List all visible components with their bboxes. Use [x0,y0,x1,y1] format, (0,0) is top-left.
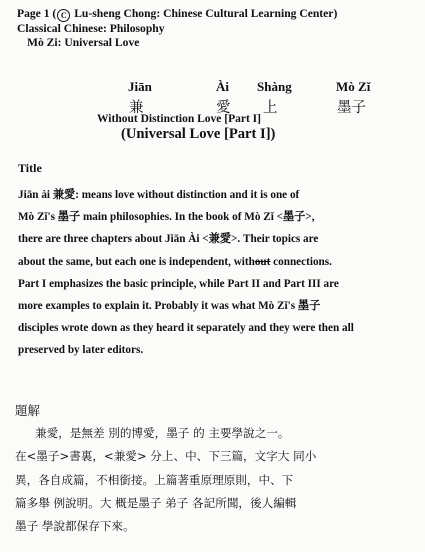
term-hanzi-shang: 上 [263,100,278,116]
term-meaning-line: Without Distinction Love [Part I] [97,113,261,125]
document-header [17,7,337,50]
english-line-part: about the same, but each one is independent, with [18,255,255,268]
chinese-line: 異，各自成篇，不相銜接。上篇著重原理原則，中、下 [15,472,294,487]
copyright-icon: C [57,9,70,22]
english-line: disciples wrote down as they heard it separately and they were then all [18,322,354,335]
org-name: Lu-sheng Chong: Chinese Cultural Learning Center) [74,7,338,20]
term-hanzi-mozi: 墨子 [337,100,366,116]
english-line: Mò Zǐ's 墨子 main philosophies. In the book of Mò Zǐ <墨子>, [18,211,315,224]
page-subtitle: (Universal Love [Part I]) [121,126,276,142]
english-paragraph [18,184,420,362]
page-info-line [17,7,337,22]
english-line: Part I emphasizes the basic principle, while Part II and Part III are [18,277,339,290]
term-pinyin-ai: Ài [216,79,229,94]
chinese-line: 墨子 學說都保存下來。 [15,519,135,534]
english-line: more examples to explain it. Probably it was what Mò Zǐ's 墨子 [18,299,321,312]
english-line [18,251,420,273]
term-pinyin-shang: Shàng [257,79,292,94]
chinese-section-label: 題解 [15,403,41,418]
english-line-part: connections. [270,255,332,268]
category-line: Classical Chinese: Philosophy [17,22,165,35]
lesson-line: Mò Zi: Universal Love [27,36,140,49]
struck-text: out [254,255,271,268]
term-pinyin-jian: Jiān [128,79,152,94]
page-label: Page 1 ( [17,7,57,20]
english-line: Jiān ài 兼愛: means love without distinction and it is one of [18,189,300,201]
chinese-line: 在<墨子>書裏，<兼愛> 分上、中、下三篇，文字大 同小 [15,449,317,464]
term-hanzi-ai: 愛 [216,100,231,116]
term-hanzi-jian: 兼 [129,100,144,116]
english-line: there are three chapters about Jiān Ài <兼愛>. Their topics are [18,233,319,246]
english-section-label: Title [18,161,42,175]
chinese-paragraph [15,422,420,538]
chinese-line: 篇多舉 例說明。大 概是墨子 弟子 各記所聞，後人編輯 [15,495,297,510]
term-pinyin-mozi: Mò Zǐ [336,79,371,94]
english-line: preserved by later editors. [18,344,144,357]
chinese-line: 兼愛，是無差 別的博愛，墨子 的 主要學說之一。 [35,426,290,440]
